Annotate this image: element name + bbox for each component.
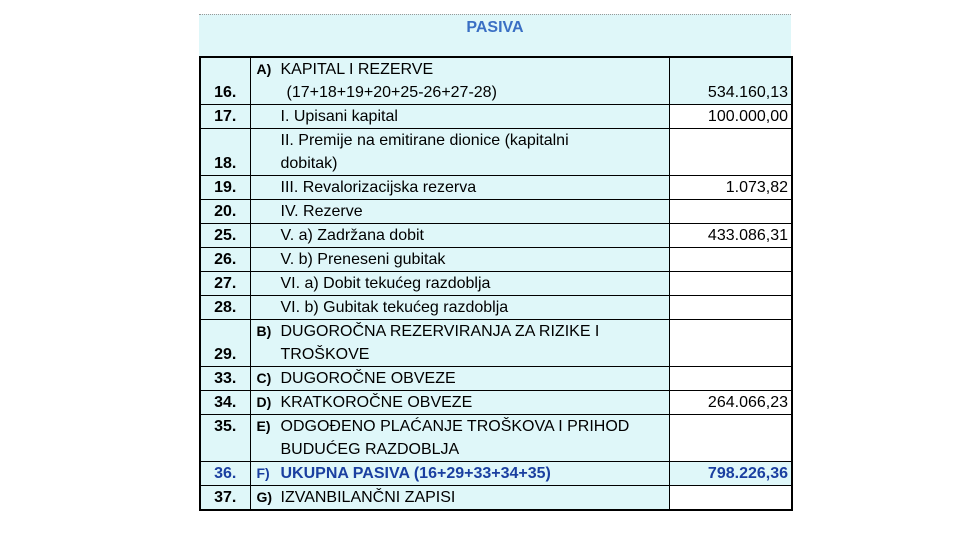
table-row	[200, 296, 792, 320]
row-description-line1: KAPITAL I REZERVE	[280, 61, 434, 78]
row-number: 19.	[200, 176, 250, 200]
row-number: 25.	[200, 224, 250, 248]
row-number: 29.	[200, 320, 250, 367]
row-letter: B)	[256, 323, 272, 339]
row-description-line2: (17+18+19+20+25-26+27-28)	[286, 84, 497, 101]
table-row	[200, 367, 792, 391]
table-row	[200, 176, 792, 200]
row-description-line1: DUGOROČNA REZERVIRANJA ZA RIZIKE I	[280, 323, 600, 340]
row-description-line2: TROŠKOVE	[280, 346, 370, 363]
row-description-text: VI. a) Dobit tekućeg razdoblja	[280, 275, 491, 292]
row-description-text: V. a) Zadržana dobit	[280, 227, 424, 244]
row-value[interactable]: 798.226,36	[669, 462, 792, 486]
row-number: 33.	[200, 367, 250, 391]
row-value[interactable]: 534.160,13	[669, 57, 792, 105]
row-description	[250, 272, 669, 296]
row-number: 16.	[200, 57, 250, 105]
row-description	[250, 462, 669, 486]
row-description-text: VI. b) Gubitak tekućeg razdoblja	[280, 299, 509, 316]
row-value[interactable]: 100.000,00	[669, 105, 792, 129]
table-row	[200, 272, 792, 296]
row-value[interactable]	[669, 486, 792, 511]
row-description	[250, 296, 669, 320]
row-value[interactable]	[669, 200, 792, 224]
row-value[interactable]	[669, 415, 792, 462]
row-description-text: KRATKOROČNE OBVEZE	[280, 394, 473, 411]
row-description	[250, 415, 669, 462]
row-description-text: DUGOROČNE OBVEZE	[280, 370, 456, 387]
row-letter: F)	[256, 465, 270, 481]
row-description-text: I. Upisani kapital	[280, 108, 398, 125]
row-description-text: UKUPNA PASIVA (16+29+33+34+35)	[280, 465, 551, 482]
table-row	[200, 129, 792, 176]
row-description-line2: BUDUĆEG RAZDOBLJA	[280, 441, 460, 458]
row-letter: A)	[256, 61, 272, 77]
row-value[interactable]: 433.086,31	[669, 224, 792, 248]
row-description-line2: dobitak)	[280, 155, 338, 172]
spreadsheet-area	[199, 14, 791, 505]
row-value[interactable]	[669, 248, 792, 272]
table-row	[200, 57, 792, 105]
row-value[interactable]	[669, 129, 792, 176]
row-description-text: IZVANBILANČNI ZAPISI	[280, 489, 456, 506]
row-number: 20.	[200, 200, 250, 224]
row-letter: C)	[256, 370, 272, 386]
table-row	[200, 224, 792, 248]
row-value[interactable]	[669, 296, 792, 320]
row-number: 35.	[200, 415, 250, 462]
balance-table	[199, 56, 793, 511]
row-number: 26.	[200, 248, 250, 272]
row-description	[250, 200, 669, 224]
table-row-total	[200, 462, 792, 486]
row-description-text: IV. Rezerve	[280, 203, 363, 220]
row-value[interactable]	[669, 367, 792, 391]
row-letter: D)	[256, 394, 272, 410]
row-description-text: V. b) Preneseni gubitak	[280, 251, 446, 268]
table-row	[200, 415, 792, 462]
row-value[interactable]: 264.066,23	[669, 391, 792, 415]
row-description	[250, 248, 669, 272]
row-value[interactable]	[669, 272, 792, 296]
row-number: 17.	[200, 105, 250, 129]
section-title: PASIVA	[199, 14, 791, 41]
row-number: 34.	[200, 391, 250, 415]
row-description	[250, 391, 669, 415]
row-description	[250, 367, 669, 391]
row-description	[250, 57, 669, 105]
row-number: 18.	[200, 129, 250, 176]
row-description-line1: II. Premije na emitirane dionice (kapitalni	[280, 132, 569, 149]
row-description	[250, 105, 669, 129]
row-number: 27.	[200, 272, 250, 296]
row-description-text: III. Revalorizacijska rezerva	[280, 179, 477, 196]
row-value[interactable]	[669, 320, 792, 367]
table-row	[200, 320, 792, 367]
row-number: 37.	[200, 486, 250, 511]
table-row	[200, 105, 792, 129]
row-description	[250, 224, 669, 248]
row-description	[250, 320, 669, 367]
row-description	[250, 176, 669, 200]
row-description-line1: ODGOĐENO PLAĆANJE TROŠKOVA I PRIHOD	[280, 418, 630, 435]
row-number: 28.	[200, 296, 250, 320]
row-value[interactable]: 1.073,82	[669, 176, 792, 200]
table-row	[200, 200, 792, 224]
row-letter: G)	[256, 489, 273, 505]
table-row	[200, 248, 792, 272]
row-letter: E)	[256, 418, 271, 434]
row-description	[250, 129, 669, 176]
table-row	[200, 486, 792, 511]
row-description	[250, 486, 669, 511]
table-row	[200, 391, 792, 415]
row-number: 36.	[200, 462, 250, 486]
